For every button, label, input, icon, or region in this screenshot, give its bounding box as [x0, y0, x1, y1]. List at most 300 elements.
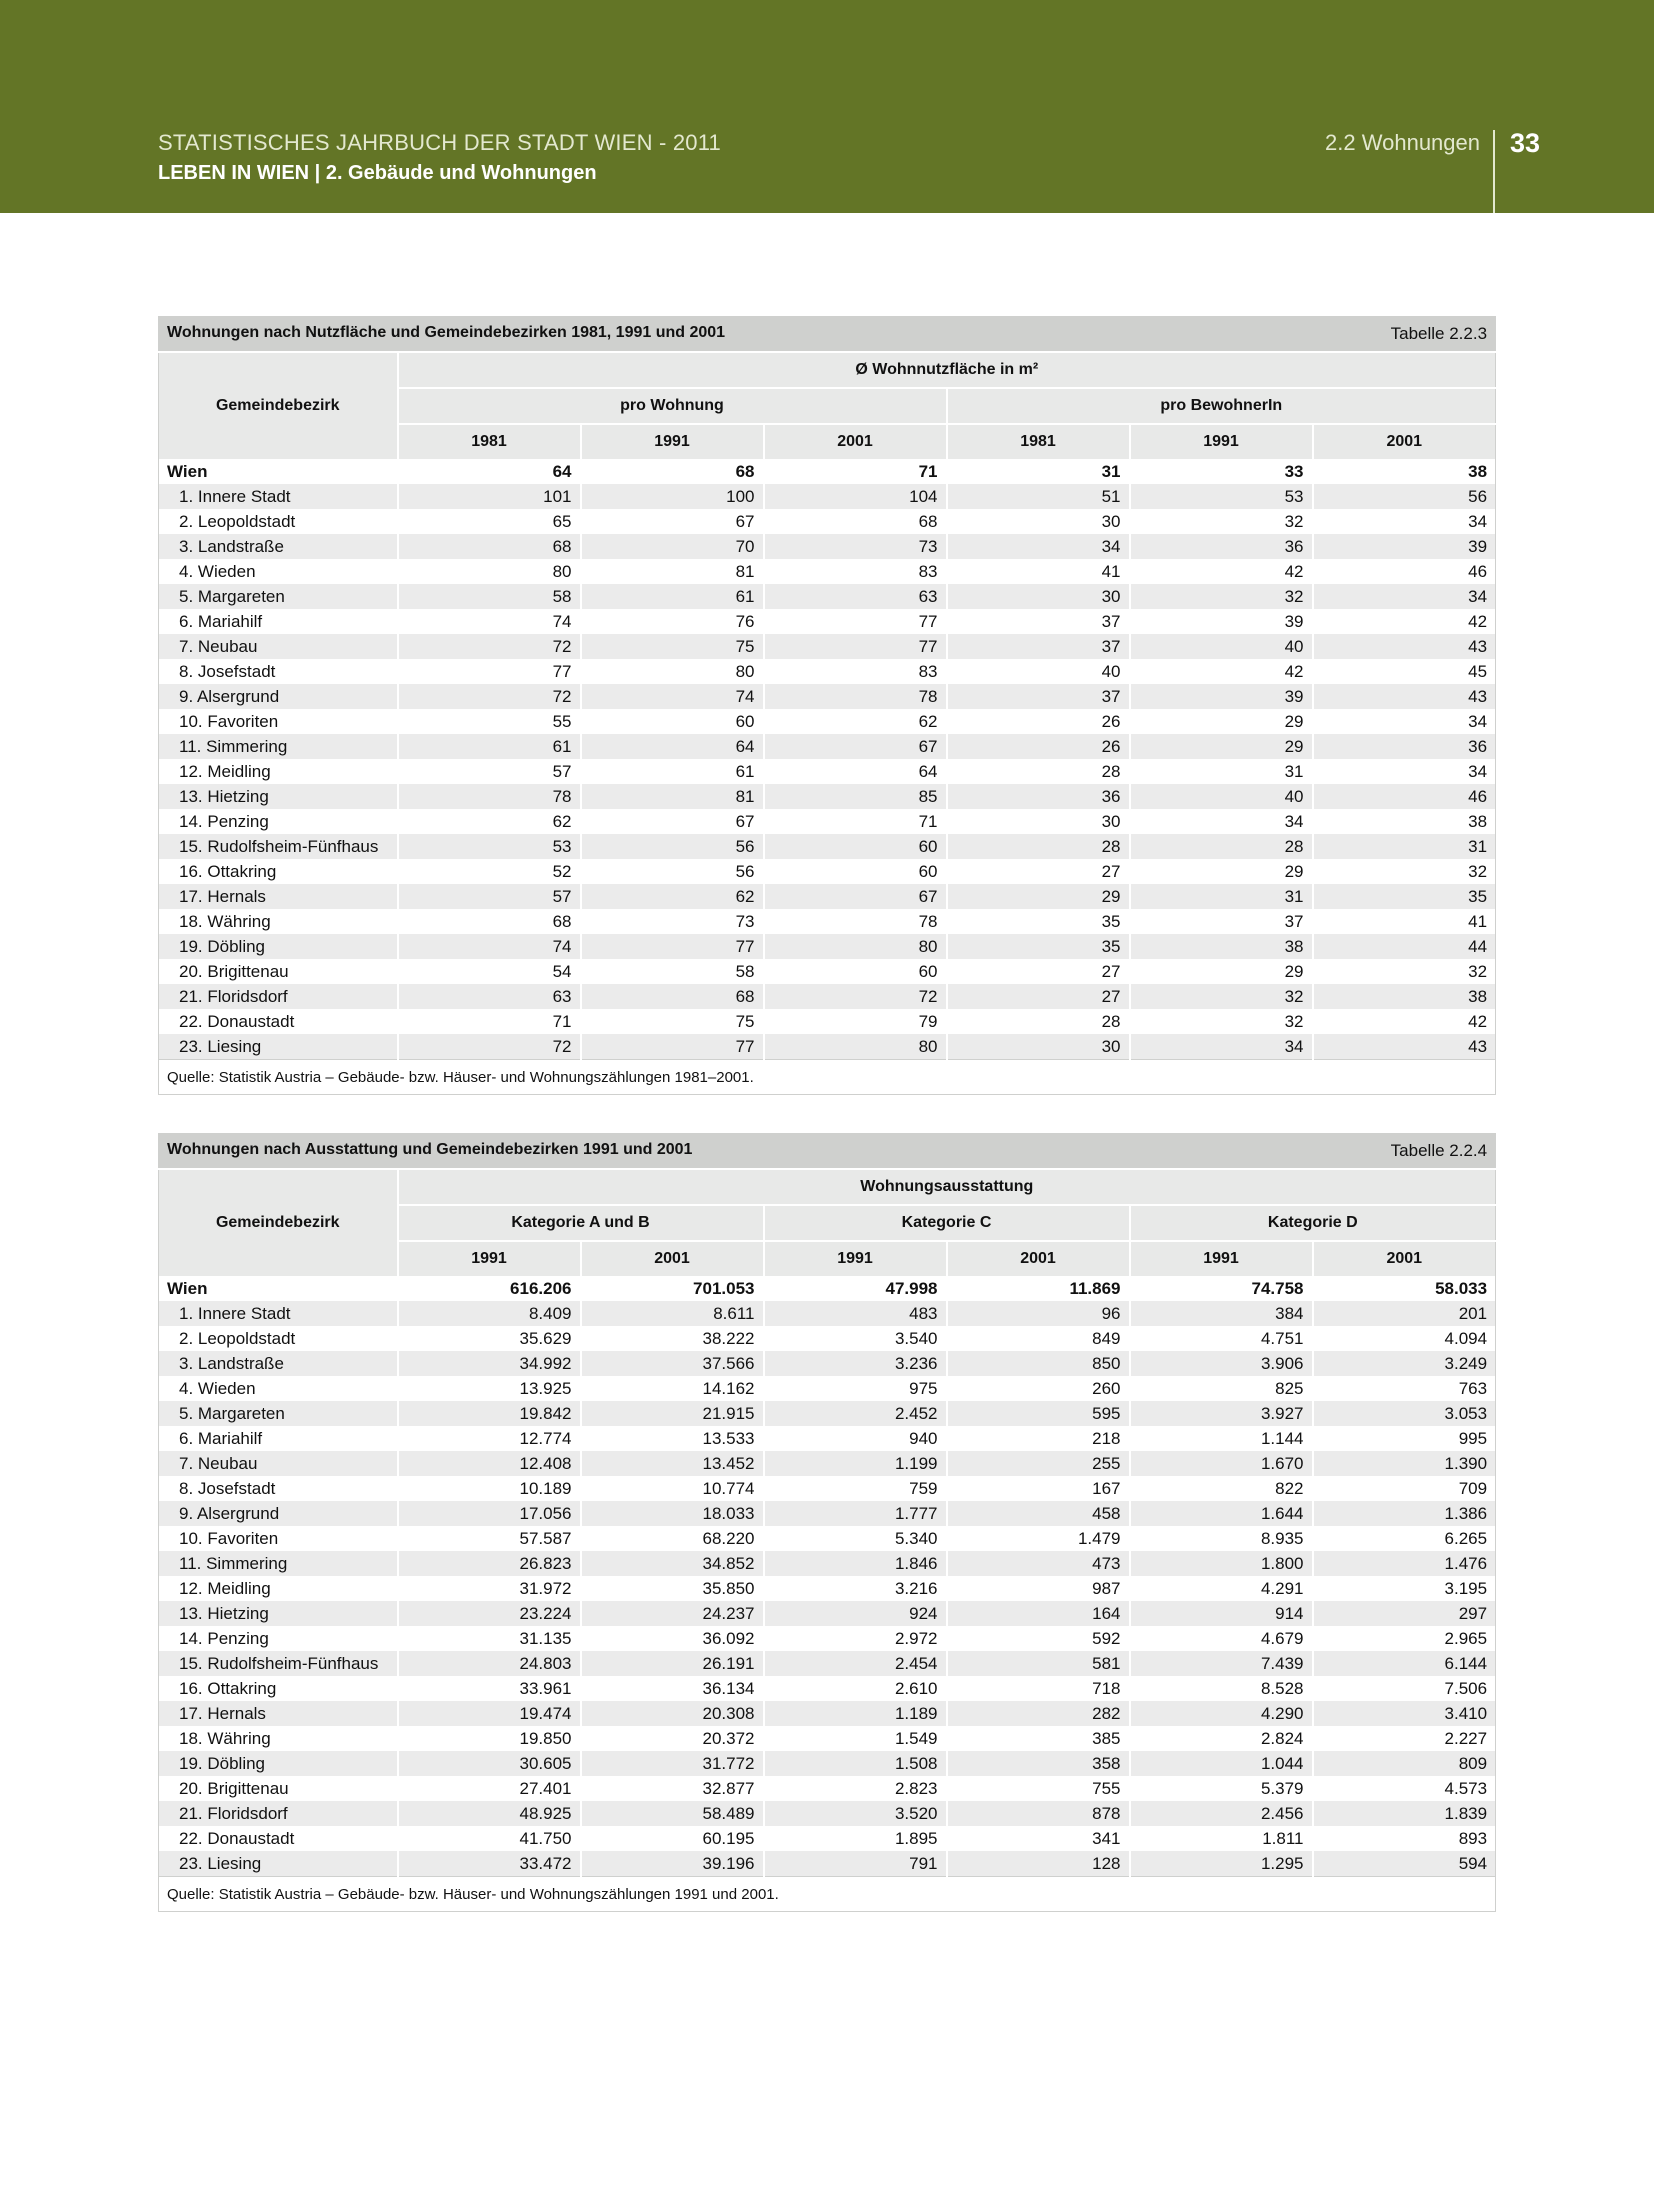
district-name: 3. Landstraße	[159, 1351, 398, 1376]
year-header: 2001	[1313, 424, 1496, 459]
table-cell: 83	[764, 559, 947, 584]
table-cell: 14.162	[581, 1376, 764, 1401]
table-cell: 11.869	[947, 1276, 1130, 1301]
year-header: 1991	[581, 424, 764, 459]
table-cell: 12.408	[398, 1451, 581, 1476]
table-cell: 67	[764, 884, 947, 909]
table-cell: 24.803	[398, 1651, 581, 1676]
table-cell: 36	[947, 784, 1130, 809]
district-name: 10. Favoriten	[159, 709, 398, 734]
table-row	[159, 1301, 1496, 1326]
table-caption	[159, 1134, 1496, 1170]
table-cell: 38	[1313, 809, 1496, 834]
table-number: Tabelle 2.2.3	[1390, 324, 1488, 343]
table-row	[159, 1501, 1496, 1526]
table-cell: 62	[398, 809, 581, 834]
table-cell: 57	[398, 759, 581, 784]
table-cell: 65	[398, 509, 581, 534]
table-cell: 1.508	[764, 1751, 947, 1776]
district-name: 4. Wieden	[159, 559, 398, 584]
table-cell: 61	[581, 759, 764, 784]
district-name: 3. Landstraße	[159, 534, 398, 559]
table-cell: 72	[398, 634, 581, 659]
table-cell: 29	[1130, 709, 1313, 734]
table-cell: 34	[1130, 1034, 1313, 1060]
year-header: 1991	[398, 1241, 581, 1276]
table-cell: 3.520	[764, 1801, 947, 1826]
table-cell: 1.189	[764, 1701, 947, 1726]
district-name: 12. Meidling	[159, 1576, 398, 1601]
table-cell: 718	[947, 1676, 1130, 1701]
table-cell: 32	[1130, 584, 1313, 609]
table-row	[159, 1601, 1496, 1626]
table-cell: 3.236	[764, 1351, 947, 1376]
table-cell: 29	[1130, 959, 1313, 984]
table-cell: 34.992	[398, 1351, 581, 1376]
header-band	[0, 0, 1654, 213]
table-cell: 13.533	[581, 1426, 764, 1451]
table-body	[159, 1276, 1496, 1877]
table-cell: 56	[581, 834, 764, 859]
table-cell: 56	[1313, 484, 1496, 509]
table-cell: 384	[1130, 1301, 1313, 1326]
table-cell: 282	[947, 1701, 1130, 1726]
table-cell: 914	[1130, 1601, 1313, 1626]
table-cell: 709	[1313, 1476, 1496, 1501]
district-name: 18. Währing	[159, 909, 398, 934]
chapter-subtitle: LEBEN IN WIEN | 2. Gebäude und Wohnungen	[158, 162, 597, 184]
table-cell: 74	[581, 684, 764, 709]
table-cell: 74.758	[1130, 1276, 1313, 1301]
district-name: 19. Döbling	[159, 934, 398, 959]
table-cell: 43	[1313, 1034, 1496, 1060]
table-cell: 76	[581, 609, 764, 634]
table-cell: 701.053	[581, 1276, 764, 1301]
table-cell: 46	[1313, 784, 1496, 809]
table-cell: 63	[398, 984, 581, 1009]
table-cell: 1.895	[764, 1826, 947, 1851]
table-cell: 2.610	[764, 1676, 947, 1701]
table-cell: 6.144	[1313, 1651, 1496, 1676]
table-cell: 53	[1130, 484, 1313, 509]
table-cell: 30	[947, 1034, 1130, 1060]
table-cell: 67	[764, 734, 947, 759]
table-cell: 42	[1130, 659, 1313, 684]
table-cell: 385	[947, 1726, 1130, 1751]
table-cell: 34	[1313, 509, 1496, 534]
table-cell: 940	[764, 1426, 947, 1451]
table-cell: 2.452	[764, 1401, 947, 1426]
table-cell: 29	[947, 884, 1130, 909]
table-cell: 2.227	[1313, 1726, 1496, 1751]
table-cell: 30.605	[398, 1751, 581, 1776]
table-cell: 57.587	[398, 1526, 581, 1551]
district-name: 4. Wieden	[159, 1376, 398, 1401]
table-cell: 68	[581, 459, 764, 484]
table-row	[159, 709, 1496, 734]
table-cell: 1.549	[764, 1726, 947, 1751]
district-name: 2. Leopoldstadt	[159, 1326, 398, 1351]
table-cell: 60	[764, 834, 947, 859]
table-cell: 17.056	[398, 1501, 581, 1526]
table-cell: 1.199	[764, 1451, 947, 1476]
table-cell: 297	[1313, 1601, 1496, 1626]
table-cell: 1.044	[1130, 1751, 1313, 1776]
table-cell: 34	[1313, 759, 1496, 784]
table-cell: 58	[581, 959, 764, 984]
table-cell: 594	[1313, 1851, 1496, 1877]
table-cell: 32.877	[581, 1776, 764, 1801]
table-row	[159, 584, 1496, 609]
table-caption	[159, 317, 1496, 353]
table-cell: 893	[1313, 1826, 1496, 1851]
table-cell: 27	[947, 959, 1130, 984]
table-cell: 31	[1130, 759, 1313, 784]
table-ausstattung	[158, 1133, 1496, 1912]
table-cell: 2.456	[1130, 1801, 1313, 1826]
table-cell: 1.295	[1130, 1851, 1313, 1877]
table-cell: 47.998	[764, 1276, 947, 1301]
table-cell: 4.291	[1130, 1576, 1313, 1601]
table-cell: 595	[947, 1401, 1130, 1426]
table-cell: 77	[581, 934, 764, 959]
table-cell: 30	[947, 809, 1130, 834]
table-row	[159, 859, 1496, 884]
table-cell: 75	[581, 1009, 764, 1034]
table-cell: 68	[398, 909, 581, 934]
year-header: 1991	[764, 1241, 947, 1276]
table-cell: 28	[1130, 834, 1313, 859]
table-cell: 850	[947, 1351, 1130, 1376]
table-cell: 458	[947, 1501, 1130, 1526]
table-cell: 36	[1130, 534, 1313, 559]
table-cell: 20.308	[581, 1701, 764, 1726]
district-name: 13. Hietzing	[159, 1601, 398, 1626]
district-name: 20. Brigittenau	[159, 959, 398, 984]
table-cell: 32	[1313, 859, 1496, 884]
table-cell: 32	[1313, 959, 1496, 984]
district-name: Wien	[159, 459, 398, 484]
table-cell: 43	[1313, 684, 1496, 709]
year-header: 2001	[764, 424, 947, 459]
table-cell: 51	[947, 484, 1130, 509]
super-header: Ø Wohnnutzfläche in m²	[398, 352, 1496, 388]
table-cell: 23.224	[398, 1601, 581, 1626]
district-name: 23. Liesing	[159, 1034, 398, 1060]
table-cell: 77	[764, 634, 947, 659]
table-row	[159, 634, 1496, 659]
table-cell: 19.842	[398, 1401, 581, 1426]
table-row	[159, 1801, 1496, 1826]
district-name: 5. Margareten	[159, 1401, 398, 1426]
year-header: 1991	[1130, 1241, 1313, 1276]
table-cell: 34	[1130, 809, 1313, 834]
table-cell: 38	[1130, 934, 1313, 959]
table-row	[159, 1776, 1496, 1801]
table-cell: 28	[947, 834, 1130, 859]
table-cell: 71	[764, 809, 947, 834]
district-name: 5. Margareten	[159, 584, 398, 609]
table-cell: 26	[947, 709, 1130, 734]
district-name: 17. Hernals	[159, 884, 398, 909]
table-cell: 809	[1313, 1751, 1496, 1776]
group-header: Kategorie C	[764, 1205, 1130, 1241]
table-nutzflaeche	[158, 316, 1496, 1095]
table-cell: 77	[581, 1034, 764, 1060]
table-cell: 62	[764, 709, 947, 734]
table-cell: 791	[764, 1851, 947, 1877]
table-row	[159, 559, 1496, 584]
table-cell: 56	[581, 859, 764, 884]
table-cell: 27	[947, 859, 1130, 884]
table-cell: 46	[1313, 559, 1496, 584]
table-row	[159, 534, 1496, 559]
district-name: 14. Penzing	[159, 1626, 398, 1651]
table-row	[159, 1476, 1496, 1501]
table-cell: 37.566	[581, 1351, 764, 1376]
table-source: Quelle: Statistik Austria – Gebäude- bzw. Häuser- und Wohnungszählungen 1991 und 2001.	[159, 1877, 1496, 1912]
table-row-total	[159, 1276, 1496, 1301]
table-cell: 64	[398, 459, 581, 484]
table-cell: 68.220	[581, 1526, 764, 1551]
table-cell: 80	[764, 934, 947, 959]
table-cell: 78	[764, 909, 947, 934]
table-row	[159, 1851, 1496, 1877]
section-label: 2.2 Wohnungen	[1325, 130, 1480, 155]
district-name: 10. Favoriten	[159, 1526, 398, 1551]
table-cell: 358	[947, 1751, 1130, 1776]
table-row	[159, 609, 1496, 634]
table-cell: 62	[581, 884, 764, 909]
table-cell: 4.094	[1313, 1326, 1496, 1351]
table-cell: 1.670	[1130, 1451, 1313, 1476]
table-cell: 35.629	[398, 1326, 581, 1351]
table-cell: 60.195	[581, 1826, 764, 1851]
district-name: 9. Alsergrund	[159, 1501, 398, 1526]
table-cell: 28	[947, 1009, 1130, 1034]
table-cell: 1.800	[1130, 1551, 1313, 1576]
table-row	[159, 1676, 1496, 1701]
table-cell: 218	[947, 1426, 1130, 1451]
table-cell: 37	[1130, 909, 1313, 934]
table-cell: 43	[1313, 634, 1496, 659]
table-cell: 592	[947, 1626, 1130, 1651]
table-cell: 28	[947, 759, 1130, 784]
table-cell: 33.472	[398, 1851, 581, 1877]
table-cell: 20.372	[581, 1726, 764, 1751]
table-row	[159, 1451, 1496, 1476]
table-cell: 55	[398, 709, 581, 734]
table-cell: 39.196	[581, 1851, 764, 1877]
year-header: 2001	[581, 1241, 764, 1276]
table-row	[159, 834, 1496, 859]
table-cell: 61	[398, 734, 581, 759]
table-cell: 35	[947, 934, 1130, 959]
table-cell: 67	[581, 809, 764, 834]
table-cell: 31.772	[581, 1751, 764, 1776]
table-row	[159, 509, 1496, 534]
table-cell: 37	[947, 634, 1130, 659]
table-row	[159, 784, 1496, 809]
district-name: 7. Neubau	[159, 1451, 398, 1476]
table-cell: 201	[1313, 1301, 1496, 1326]
table-cell: 34.852	[581, 1551, 764, 1576]
table-cell: 78	[764, 684, 947, 709]
table-row	[159, 934, 1496, 959]
table-cell: 44	[1313, 934, 1496, 959]
table-row	[159, 484, 1496, 509]
table-cell: 1.479	[947, 1526, 1130, 1551]
table-cell: 72	[398, 684, 581, 709]
district-name: 6. Mariahilf	[159, 609, 398, 634]
table-cell: 75	[581, 634, 764, 659]
table-cell: 83	[764, 659, 947, 684]
table-cell: 3.906	[1130, 1351, 1313, 1376]
table-cell: 26.823	[398, 1551, 581, 1576]
table-cell: 74	[398, 609, 581, 634]
table-cell: 6.265	[1313, 1526, 1496, 1551]
table-source: Quelle: Statistik Austria – Gebäude- bzw. Häuser- und Wohnungszählungen 1981–2001.	[159, 1060, 1496, 1095]
table-row	[159, 1376, 1496, 1401]
table-row	[159, 1726, 1496, 1751]
table-cell: 72	[398, 1034, 581, 1060]
table-cell: 29	[1130, 734, 1313, 759]
year-header: 1981	[398, 424, 581, 459]
group-header: Kategorie D	[1130, 1205, 1496, 1241]
column-header-bezirk: Gemeindebezirk	[159, 352, 398, 459]
table-cell: 27	[947, 984, 1130, 1009]
table-cell: 81	[581, 559, 764, 584]
column-header-bezirk: Gemeindebezirk	[159, 1169, 398, 1276]
table-cell: 2.454	[764, 1651, 947, 1676]
table-cell: 37	[947, 684, 1130, 709]
table-cell: 36	[1313, 734, 1496, 759]
year-header: 1981	[947, 424, 1130, 459]
table-cell: 825	[1130, 1376, 1313, 1401]
table-cell: 40	[1130, 784, 1313, 809]
table-cell: 54	[398, 959, 581, 984]
table-cell: 30	[947, 584, 1130, 609]
table-cell: 74	[398, 934, 581, 959]
table-title: Wohnungen nach Nutzfläche und Gemeindebezirken 1981, 1991 und 2001	[167, 324, 726, 341]
table-cell: 755	[947, 1776, 1130, 1801]
district-name: 11. Simmering	[159, 1551, 398, 1576]
district-name: 15. Rudolfsheim-Fünfhaus	[159, 1651, 398, 1676]
district-name: 20. Brigittenau	[159, 1776, 398, 1801]
table-cell: 10.189	[398, 1476, 581, 1501]
table-cell: 53	[398, 834, 581, 859]
table-row	[159, 1326, 1496, 1351]
table-cell: 58.033	[1313, 1276, 1496, 1301]
table-cell: 60	[581, 709, 764, 734]
district-name: 2. Leopoldstadt	[159, 509, 398, 534]
table-cell: 849	[947, 1326, 1130, 1351]
table-cell: 260	[947, 1376, 1130, 1401]
table-cell: 24.237	[581, 1601, 764, 1626]
table-cell: 26	[947, 734, 1130, 759]
table-body	[159, 459, 1496, 1060]
table-row	[159, 1651, 1496, 1676]
table-row	[159, 759, 1496, 784]
table-row	[159, 809, 1496, 834]
table-row	[159, 884, 1496, 909]
table-cell: 341	[947, 1826, 1130, 1851]
table-cell: 85	[764, 784, 947, 809]
table-cell: 5.379	[1130, 1776, 1313, 1801]
table-number: Tabelle 2.2.4	[1390, 1141, 1488, 1160]
district-name: 14. Penzing	[159, 809, 398, 834]
table-cell: 38.222	[581, 1326, 764, 1351]
table-cell: 32	[1130, 984, 1313, 1009]
table-cell: 104	[764, 484, 947, 509]
table-row	[159, 734, 1496, 759]
table-cell: 1.386	[1313, 1501, 1496, 1526]
table-cell: 80	[764, 1034, 947, 1060]
table-row-total	[159, 459, 1496, 484]
table-cell: 4.573	[1313, 1776, 1496, 1801]
district-name: 22. Donaustadt	[159, 1826, 398, 1851]
table-cell: 2.972	[764, 1626, 947, 1651]
district-name: 6. Mariahilf	[159, 1426, 398, 1451]
table-row	[159, 1009, 1496, 1034]
table-cell: 42	[1313, 609, 1496, 634]
table-cell: 8.409	[398, 1301, 581, 1326]
table-cell: 41	[1313, 909, 1496, 934]
table-cell: 35	[947, 909, 1130, 934]
table-cell: 38	[1313, 984, 1496, 1009]
table-cell: 35	[1313, 884, 1496, 909]
group-header: pro BewohnerIn	[947, 388, 1496, 424]
district-name: 11. Simmering	[159, 734, 398, 759]
table-row	[159, 1751, 1496, 1776]
table-cell: 71	[764, 459, 947, 484]
table-cell: 64	[764, 759, 947, 784]
table-cell: 3.410	[1313, 1701, 1496, 1726]
table-cell: 48.925	[398, 1801, 581, 1826]
table-cell: 7.439	[1130, 1651, 1313, 1676]
table-cell: 41	[947, 559, 1130, 584]
district-name: 9. Alsergrund	[159, 684, 398, 709]
table-cell: 8.528	[1130, 1676, 1313, 1701]
table-cell: 4.751	[1130, 1326, 1313, 1351]
table-cell: 58.489	[581, 1801, 764, 1826]
table-cell: 32	[1130, 509, 1313, 534]
year-header: 1991	[1130, 424, 1313, 459]
table-cell: 924	[764, 1601, 947, 1626]
district-name: 15. Rudolfsheim-Fünfhaus	[159, 834, 398, 859]
group-header: Kategorie A und B	[398, 1205, 764, 1241]
table-cell: 8.611	[581, 1301, 764, 1326]
table-cell: 78	[398, 784, 581, 809]
table-row	[159, 1351, 1496, 1376]
district-name: 21. Floridsdorf	[159, 984, 398, 1009]
table-cell: 21.915	[581, 1401, 764, 1426]
district-name: 19. Döbling	[159, 1751, 398, 1776]
table-cell: 33.961	[398, 1676, 581, 1701]
table-cell: 12.774	[398, 1426, 581, 1451]
table-cell: 483	[764, 1301, 947, 1326]
district-name: 8. Josefstadt	[159, 1476, 398, 1501]
table-cell: 3.249	[1313, 1351, 1496, 1376]
table-cell: 18.033	[581, 1501, 764, 1526]
table-cell: 61	[581, 584, 764, 609]
district-name: 13. Hietzing	[159, 784, 398, 809]
table-cell: 39	[1130, 609, 1313, 634]
table-cell: 40	[947, 659, 1130, 684]
table-cell: 81	[581, 784, 764, 809]
table-cell: 4.679	[1130, 1626, 1313, 1651]
publication-title: STATISTISCHES JAHRBUCH DER STADT WIEN - 2011	[158, 130, 721, 155]
